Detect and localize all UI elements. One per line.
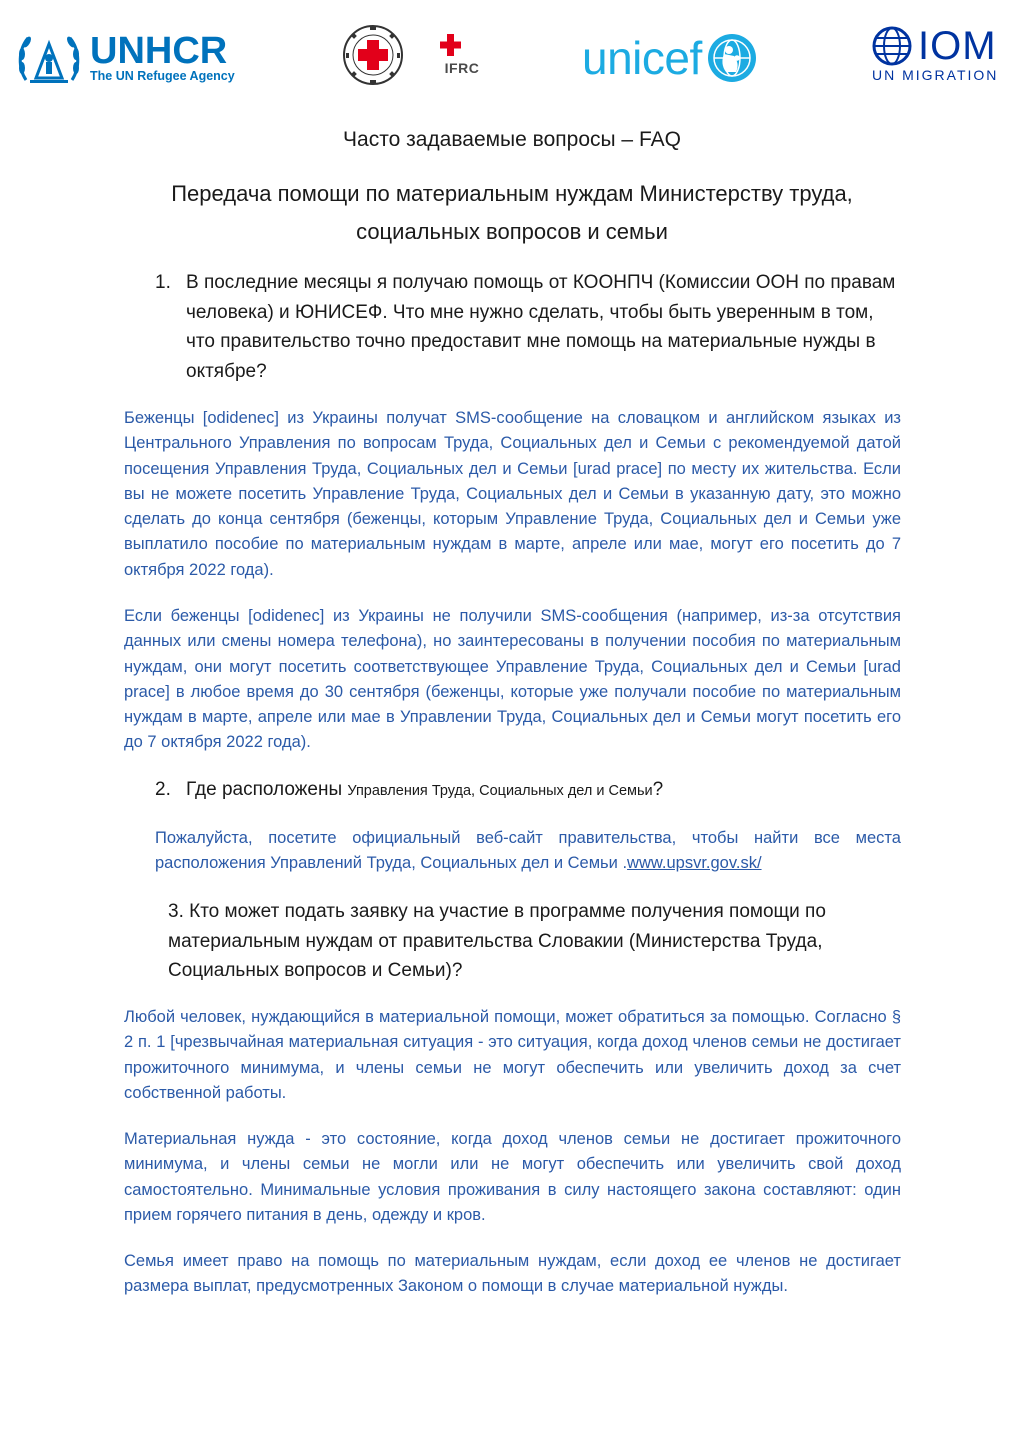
unhcr-logo [16,28,235,88]
question-2-office-name: Управления Труда, Социальных дел и Семьи [347,783,653,799]
unicef-mother-child-globe-icon [706,32,758,84]
iom-name: IOM [918,24,997,68]
unicef-name: unicef [582,32,702,84]
ifrc-logo [440,32,484,76]
question-1 [155,268,901,386]
question-2 [155,775,901,807]
answer-1-paragraph-2: Если беженцы [odidenec] из Украины не получили SMS-сообщения (например, из-за отсутствия данных или смены номера телефона), но заинтересованы в получении пособия по материальным нуждам, они могут посетить соответствующее Управление Труда, Социальных дел и Семьи [urad prace] в любое время до 30 сентября (беженцы, которые уже получали пособие по материальным нуждам в марте, апреле или мае в Управлении Труда, Социальных дел и Семьи могут посетить его до 7 октября 2022 года). [124,607,901,752]
iom-logo [872,26,998,83]
iom-subtitle: UN MIGRATION [872,67,999,83]
unhcr-emblem-icon [16,28,82,88]
partner-logos-bar [0,22,1024,102]
document-title: Часто задаваемые вопросы – FAQ [343,128,681,151]
answer-3-paragraph-1: Любой человек, нуждающийся в материальной помощи, может обратиться за помощью. Согласно § 2 п. 1 [чрезвычайная материальная ситуация - это ситуация, когда доход членов семьи не достигает прожиточного минимума, и члены семьи не могут обеспечить или увеличить доход за счет собственной работы. [124,1008,901,1102]
unhcr-name: UNHCR [90,30,228,72]
upsvr-website-link[interactable]: www.upsvr.gov.sk/ [627,854,762,873]
question-2-qmark: ? [652,779,664,800]
answer-3-paragraph-2: Материальная нужда - это состояние, когда доход членов семьи не достигает прожиточного минимума, и члены семьи не могли или не могут обеспечить или увеличить свой доход самостоятельно. Минимальные условия проживания в силу настоящего закона составляют: один прием горячего питания в день, одежду и кров. [124,1130,901,1224]
ifrc-label: IFRC [444,60,480,76]
question-1-number: 1. [155,272,171,293]
answer-1-paragraph-1: Беженцы [odidenec] из Украины получат SMS-сообщение на словацком и английском языках из Центрального Управления по вопросам Труда, Социальных дел и Семьи с рекомендуемой датой посещения Управления Труда, Социальных дел и Семьи [urad prace] по месту их жительства. Если вы не можете посетить Управление Труда, Социальных дел и Семьи в указанную дату, это можно сделать до конца сентября (беженцы, которым Управление Труда, Социальных дел и Семьи уже выплатило пособие по материальным нуждам в марте, апреле или мае, могут его посетить до 7 октября 2022 года). [124,409,901,579]
slovak-red-cross-logo [342,24,404,86]
unhcr-tagline: The UN Refugee Agency [90,69,235,83]
iom-globe-icon [872,26,912,66]
question-3 [168,897,901,986]
document-subtitle: Передача помощи по материальным нуждам Министерству труда, социальных вопросов и семьи [171,181,853,244]
slovak-red-cross-seal-icon [342,24,404,86]
answer-3-paragraph-3: Семья имеет право на помощь по материальным нуждам, если доход ее членов не достигает размера выплат, предусмотренных Законом о помощи в случае материальной нужды. [124,1252,901,1296]
unicef-logo [582,32,758,84]
answer-2 [155,826,901,877]
answer-2-text: Пожалуйста, посетите официальный веб-сайт правительства, чтобы найти все места расположения Управлений Труда, Социальных дел и Семьи . [155,829,901,873]
ifrc-cross-crescent-icon [440,32,484,58]
question-2-text: Где расположены [186,779,348,800]
question-2-number: 2. [155,779,171,800]
question-1-text: В последние месяцы я получаю помощь от КООНПЧ (Комиссии ООН по правам человека) и ЮНИСЕФ. Что мне нужно сделать, чтобы быть уверенным в том, что правительство точно предоставит мне помощь на материальные нужды в октябре? [186,272,896,382]
question-3-text: 3. Кто может подать заявку на участие в программе получения помощи по материальным нуждам от правительства Словакии (Министерства Труда, Социальных вопросов и Семьи)? [168,901,826,981]
